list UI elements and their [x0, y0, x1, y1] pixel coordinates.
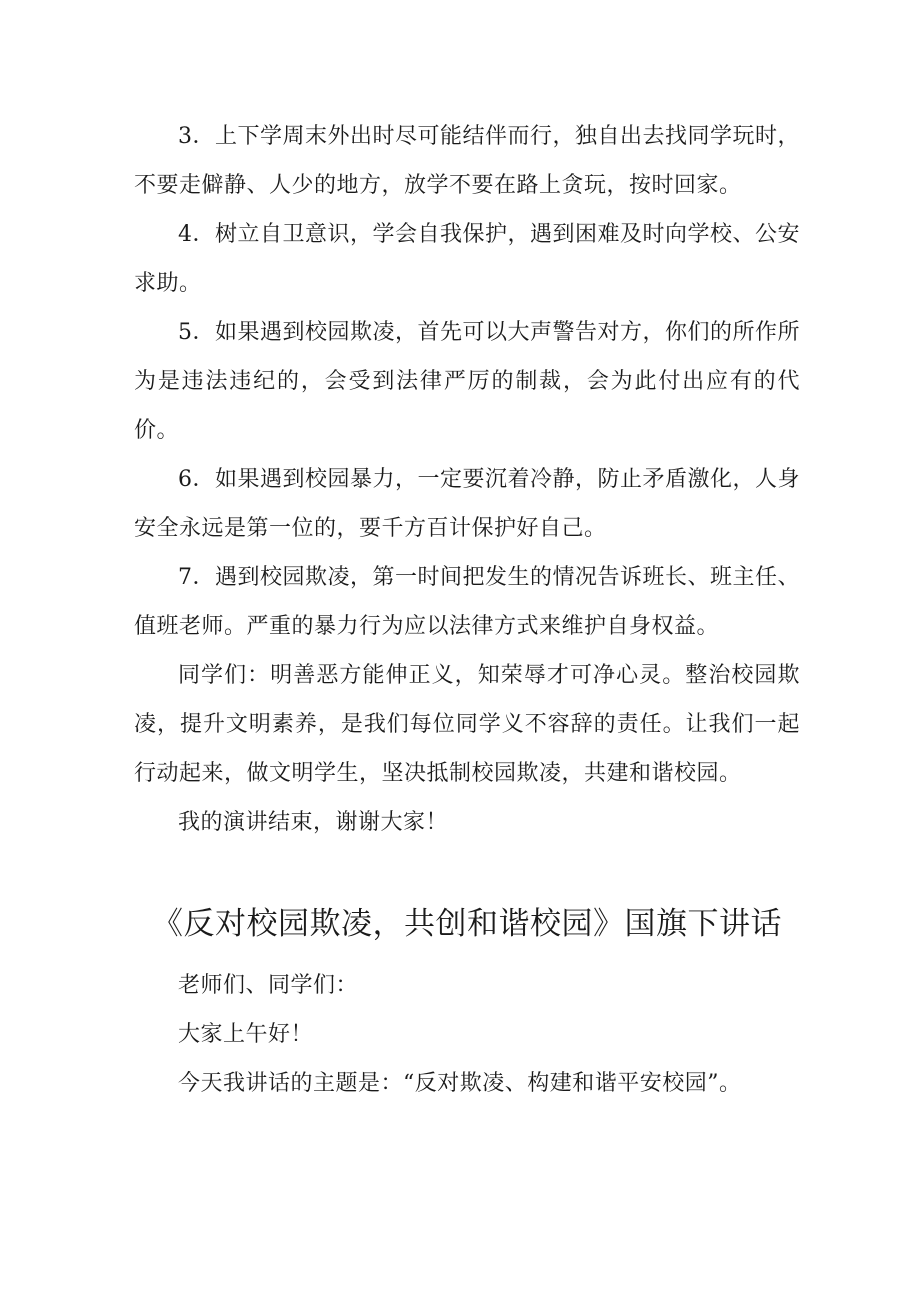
paragraph-item-3: 3．上下学周末外出时尽可能结伴而行，独自出去找同学玩时，不要走僻静、人少的地方，放学不要在路上贪玩，按时回家。: [134, 124, 800, 198]
paragraph-closing: 我的演讲结束，谢谢大家！: [178, 810, 449, 835]
greeting-good-morning: 大家上午好！: [178, 1022, 314, 1047]
paragraph-item-4: 4．树立自卫意识，学会自我保护，遇到困难及时向学校、公安求助。: [134, 222, 800, 296]
paragraph-item-7: 7．遇到校园欺凌，第一时间把发生的情况告诉班长、班主任、值班老师。严重的暴力行为应以法律方式来维护自身权益。: [134, 565, 800, 639]
document-body: [134, 112, 800, 1108]
greeting-audience: 老师们、同学们：: [178, 973, 359, 998]
section-title: 《反对校园欺凌，共创和谐校园》国旗下讲话: [152, 906, 782, 942]
speech-topic: 今天我讲话的主题是：“反对欺凌、构建和谐平安校园”。: [178, 1071, 742, 1096]
paragraph-appeal: 同学们：明善恶方能伸正义，知荣辱才可净心灵。整治校园欺凌，提升文明素养，是我们每位同学义不容辞的责任。让我们一起行动起来，做文明学生，坚决抵制校园欺凌，共建和谐校园。: [134, 663, 800, 786]
paragraph-item-6: 6．如果遇到校园暴力，一定要沉着冷静，防止矛盾激化，人身安全永远是第一位的，要千方百计保护好自己。: [134, 467, 800, 541]
paragraph-item-5: 5．如果遇到校园欺凌，首先可以大声警告对方，你们的所作所为是违法违纪的，会受到法律严厉的制裁，会为此付出应有的代价。: [134, 320, 800, 443]
